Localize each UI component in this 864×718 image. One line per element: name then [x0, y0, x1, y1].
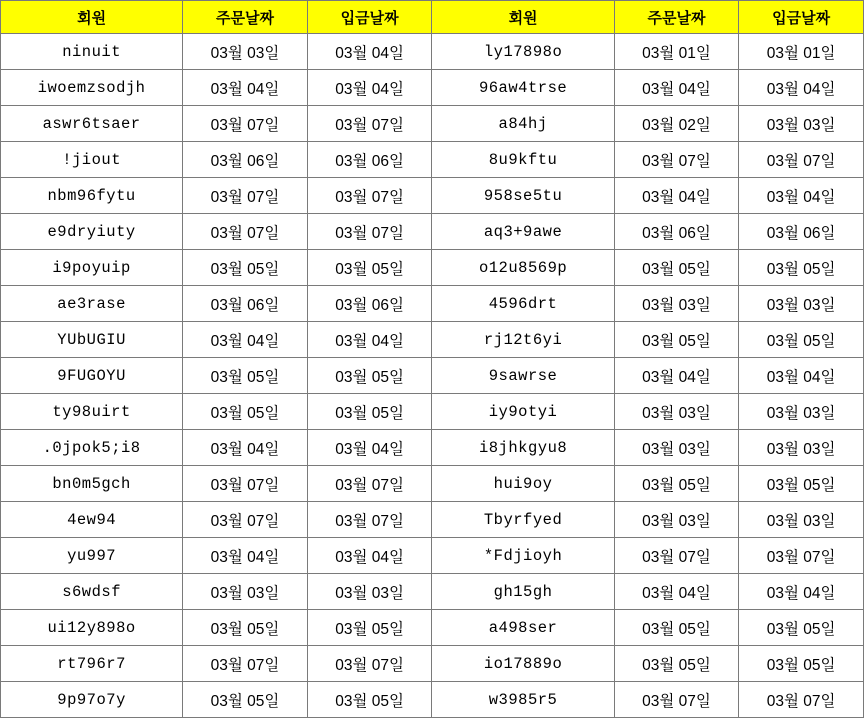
member-name: aswr6tsaer: [1, 106, 183, 142]
member-name: gh15gh: [432, 574, 614, 610]
payment-date: 03월 04일: [307, 34, 432, 70]
payment-date: 03월 04일: [739, 574, 864, 610]
payment-date: 03월 04일: [307, 430, 432, 466]
payment-date: 03월 05일: [739, 646, 864, 682]
payment-date: 03월 05일: [307, 682, 432, 718]
member-name: ui12y898o: [1, 610, 183, 646]
column-header-order-date-1: 주문날짜: [183, 1, 308, 34]
order-date: 03월 07일: [183, 502, 308, 538]
member-name: s6wdsf: [1, 574, 183, 610]
table-row: [1, 646, 864, 682]
order-date: 03월 05일: [183, 394, 308, 430]
payment-date: 03월 07일: [307, 214, 432, 250]
payment-date: 03월 07일: [739, 682, 864, 718]
order-date: 03월 04일: [183, 70, 308, 106]
payment-date: 03월 01일: [739, 34, 864, 70]
payment-date: 03월 04일: [739, 70, 864, 106]
table-row: [1, 682, 864, 718]
table-row: [1, 178, 864, 214]
order-date: 03월 06일: [614, 214, 739, 250]
payment-date: 03월 05일: [307, 358, 432, 394]
payment-date: 03월 04일: [307, 322, 432, 358]
member-name: 8u9kftu: [432, 142, 614, 178]
member-name: bn0m5gch: [1, 466, 183, 502]
member-name: 9sawrse: [432, 358, 614, 394]
payment-date: 03월 06일: [307, 286, 432, 322]
payment-date: 03월 03일: [307, 574, 432, 610]
member-name: aq3+9awe: [432, 214, 614, 250]
order-date: 03월 03일: [614, 502, 739, 538]
order-date: 03월 07일: [183, 646, 308, 682]
table-row: [1, 394, 864, 430]
payment-date: 03월 05일: [739, 610, 864, 646]
order-date: 03월 05일: [614, 322, 739, 358]
order-date: 03월 04일: [614, 70, 739, 106]
payment-date: 03월 05일: [307, 394, 432, 430]
order-date: 03월 03일: [183, 574, 308, 610]
table-row: [1, 286, 864, 322]
member-name: nbm96fytu: [1, 178, 183, 214]
member-name: o12u8569p: [432, 250, 614, 286]
member-name: rt796r7: [1, 646, 183, 682]
member-name: ae3rase: [1, 286, 183, 322]
member-name: *Fdjioyh: [432, 538, 614, 574]
order-date: 03월 07일: [614, 538, 739, 574]
order-date: 03월 04일: [614, 178, 739, 214]
member-name: ninuit: [1, 34, 183, 70]
column-header-payment-date-1: 입금날짜: [307, 1, 432, 34]
order-date: 03월 04일: [614, 358, 739, 394]
payment-date: 03월 03일: [739, 394, 864, 430]
table-row: [1, 322, 864, 358]
order-date: 03월 05일: [614, 646, 739, 682]
order-date: 03월 05일: [183, 250, 308, 286]
payment-date: 03월 07일: [739, 538, 864, 574]
member-name: 96aw4trse: [432, 70, 614, 106]
member-name: i8jhkgyu8: [432, 430, 614, 466]
table-row: [1, 250, 864, 286]
order-date: 03월 03일: [614, 394, 739, 430]
payment-date: 03월 04일: [307, 70, 432, 106]
payment-date: 03월 05일: [739, 466, 864, 502]
table-row: [1, 538, 864, 574]
member-name: io17889o: [432, 646, 614, 682]
column-header-payment-date-2: 입금날짜: [739, 1, 864, 34]
member-name: ly17898o: [432, 34, 614, 70]
table-body: [1, 34, 864, 718]
column-header-member-2: 회원: [432, 1, 614, 34]
payment-date: 03월 07일: [307, 502, 432, 538]
payment-date: 03월 07일: [307, 178, 432, 214]
order-date: 03월 07일: [183, 106, 308, 142]
member-name: YUbUGIU: [1, 322, 183, 358]
table-row: [1, 502, 864, 538]
order-date: 03월 04일: [614, 574, 739, 610]
member-name: 958se5tu: [432, 178, 614, 214]
order-date: 03월 05일: [614, 610, 739, 646]
table-row: [1, 214, 864, 250]
order-date: 03월 05일: [614, 466, 739, 502]
column-header-order-date-2: 주문날짜: [614, 1, 739, 34]
payment-date: 03월 05일: [307, 610, 432, 646]
member-name: ty98uirt: [1, 394, 183, 430]
order-date: 03월 06일: [183, 142, 308, 178]
table-row: [1, 358, 864, 394]
member-name: Tbyrfyed: [432, 502, 614, 538]
table-header-row: [1, 1, 864, 34]
member-name: 9FUGOYU: [1, 358, 183, 394]
member-name: !jiout: [1, 142, 183, 178]
table-row: [1, 610, 864, 646]
payment-date: 03월 04일: [307, 538, 432, 574]
order-date: 03월 03일: [614, 430, 739, 466]
member-name: hui9oy: [432, 466, 614, 502]
member-name: 9p97o7y: [1, 682, 183, 718]
payment-date: 03월 03일: [739, 106, 864, 142]
payment-date: 03월 05일: [307, 250, 432, 286]
order-date: 03월 01일: [614, 34, 739, 70]
table-header: [1, 1, 864, 34]
payment-date: 03월 07일: [307, 646, 432, 682]
table-row: [1, 70, 864, 106]
member-name: a498ser: [432, 610, 614, 646]
order-date: 03월 07일: [614, 142, 739, 178]
member-name: rj12t6yi: [432, 322, 614, 358]
order-date: 03월 05일: [183, 682, 308, 718]
table-row: [1, 106, 864, 142]
payment-date: 03월 06일: [739, 214, 864, 250]
member-name: a84hj: [432, 106, 614, 142]
table-row: [1, 34, 864, 70]
payment-date: 03월 03일: [739, 430, 864, 466]
order-date: 03월 07일: [183, 466, 308, 502]
order-date: 03월 05일: [183, 610, 308, 646]
member-name: 4ew94: [1, 502, 183, 538]
payment-date: 03월 04일: [739, 178, 864, 214]
payment-date: 03월 07일: [739, 142, 864, 178]
payment-date: 03월 04일: [739, 358, 864, 394]
member-name: 4596drt: [432, 286, 614, 322]
payment-date: 03월 03일: [739, 502, 864, 538]
payment-date: 03월 07일: [307, 466, 432, 502]
order-date: 03월 03일: [614, 286, 739, 322]
member-name: iwoemzsodjh: [1, 70, 183, 106]
table-row: [1, 574, 864, 610]
payment-date: 03월 07일: [307, 106, 432, 142]
order-date: 03월 06일: [183, 286, 308, 322]
payment-date: 03월 05일: [739, 250, 864, 286]
member-name: .0jpok5;i8: [1, 430, 183, 466]
member-name: e9dryiuty: [1, 214, 183, 250]
order-date: 03월 07일: [183, 214, 308, 250]
member-name: i9poyuip: [1, 250, 183, 286]
member-name: iy9otyi: [432, 394, 614, 430]
order-date: 03월 07일: [183, 178, 308, 214]
table-row: [1, 142, 864, 178]
order-date: 03월 05일: [183, 358, 308, 394]
member-name: yu997: [1, 538, 183, 574]
order-date: 03월 07일: [614, 682, 739, 718]
order-date: 03월 04일: [183, 322, 308, 358]
payment-date: 03월 06일: [307, 142, 432, 178]
order-date: 03월 02일: [614, 106, 739, 142]
payment-date: 03월 05일: [739, 322, 864, 358]
payment-date: 03월 03일: [739, 286, 864, 322]
order-date: 03월 03일: [183, 34, 308, 70]
order-date: 03월 04일: [183, 538, 308, 574]
member-name: w3985r5: [432, 682, 614, 718]
order-date: 03월 04일: [183, 430, 308, 466]
column-header-member-1: 회원: [1, 1, 183, 34]
table-row: [1, 466, 864, 502]
table-row: [1, 430, 864, 466]
order-date: 03월 05일: [614, 250, 739, 286]
